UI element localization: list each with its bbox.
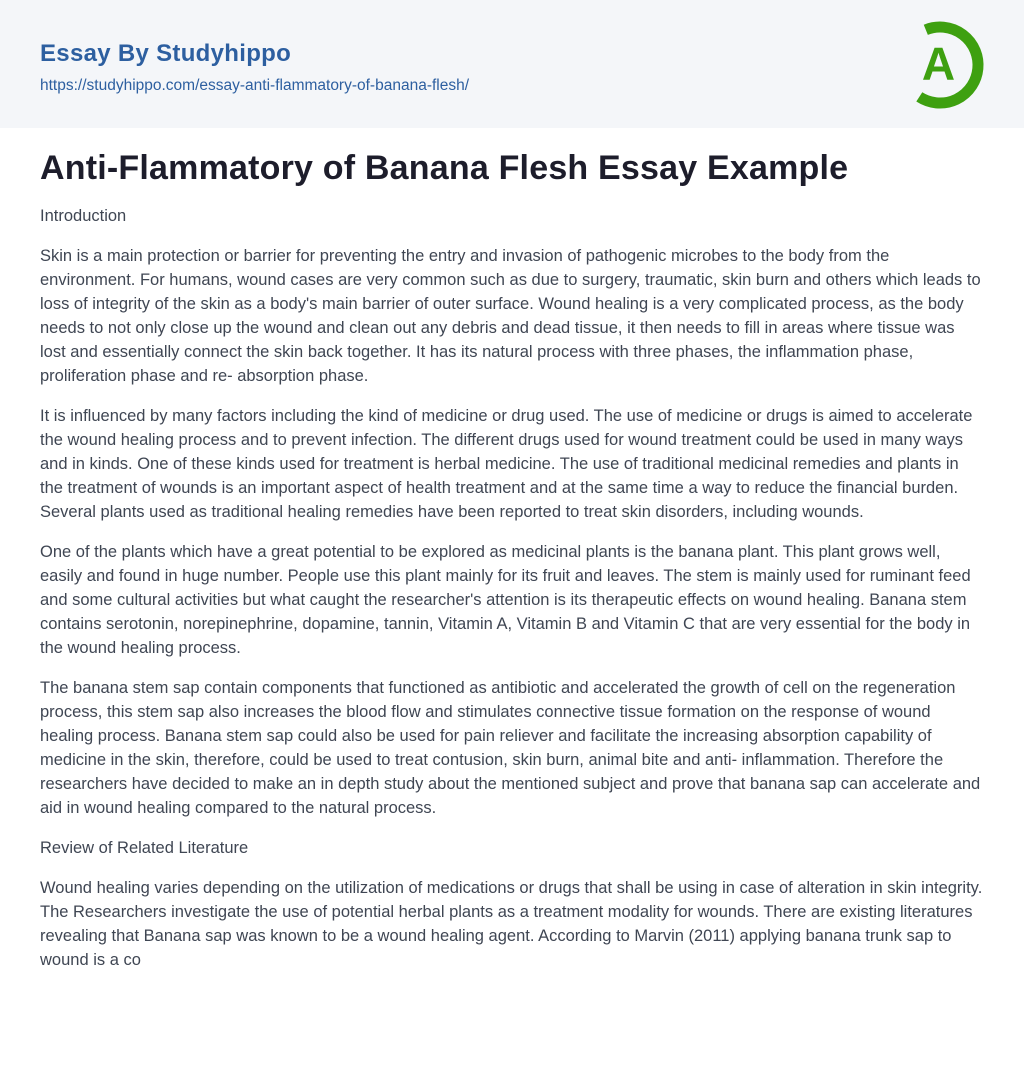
essay-paragraph: It is influenced by many factors including the kind of medicine or drug used. The use of medicine or drugs is aimed to accelerate the wound healing process and to prevent infection. The different drugs used for wound treatment could be used in many ways and in kinds. One of these kinds used for treatment is herbal medicine. The use of traditional medicinal remedies and plants in the treatment of wounds is an important aspect of health treatment and at the same time a way to reduce the financial burden. Several plants used as traditional healing remedies have been reported to treat skin disorders, including wounds. (40, 407, 973, 521)
source-url-link[interactable]: https://studyhippo.com/essay-anti-flammatory-of-banana-flesh/ (40, 76, 470, 94)
essay-paragraph: Skin is a main protection or barrier for preventing the entry and invasion of pathogenic microbes to the body from the environment. For humans, wound cases are very common such as due to surgery, traumatic, skin burn and others which leads to loss of integrity of the skin as a body's main barrier of outer surface. Wound healing is a very complicated process, as the body needs to not only close up the wound and clean out any debris and dead tissue, it then needs to fill in areas where tissue was lost and essentially connect the skin back together. It has its natural process with three phases, the inflammation phase, proliferation phase and re- absorption phase. (40, 247, 981, 385)
page-header (0, 0, 1024, 128)
open-circle-logo-icon (892, 17, 988, 113)
logo-letter: A (921, 37, 956, 90)
essay-title: Anti-Flammatory of Banana Flesh Essay Example (40, 149, 849, 187)
essay-paragraph: One of the plants which have a great potential to be explored as medicinal plants is the banana plant. This plant grows well, easily and found in huge number. People use this plant mainly for its fruit and leaves. The stem is mainly used for ruminant feed and some cultural activities but what caught the researcher's attention is its therapeutic effects on wound healing. Banana stem contains serotonin, norepinephrine, dopamine, tannin, Vitamin A, Vitamin B and Vitamin C that are very essential for the body in the wound healing process. (40, 543, 971, 657)
essay-paragraph: The banana stem sap contain components that functioned as antibiotic and accelerated the growth of cell on the regeneration process, this stem sap also increases the blood flow and stimulates connective tissue formation on the response of wound healing process. Banana stem sap could also be used for pain reliever and facilitate the increasing absorption capability of medicine in the skin, therefore, could be used to treat contusion, skin burn, animal bite and anti- inflammation. Therefore the researchers have decided to make an in depth study about the mentioned subject and prove that banana sap can accelerate and aid in wound healing compared to the natural process. (40, 679, 981, 817)
header-text-block (40, 34, 469, 95)
site-title: Essay By Studyhippo (40, 39, 292, 67)
studyhippo-logo (892, 17, 988, 113)
section-heading-introduction: Introduction (40, 207, 127, 225)
section-heading-review-of-related-literature: Review of Related Literature (40, 839, 249, 857)
essay-paragraph-truncated: Wound healing varies depending on the utilization of medications or drugs that shall be using in case of alteration in skin integrity. The Researchers investigate the use of potential herbal plants as a treatment modality for wounds. There are existing literatures revealing that Banana sap was known to be a wound healing agent. According to Marvin (2011) applying banana trunk sap to wound is a co (40, 879, 983, 969)
essay-content (0, 128, 1024, 972)
